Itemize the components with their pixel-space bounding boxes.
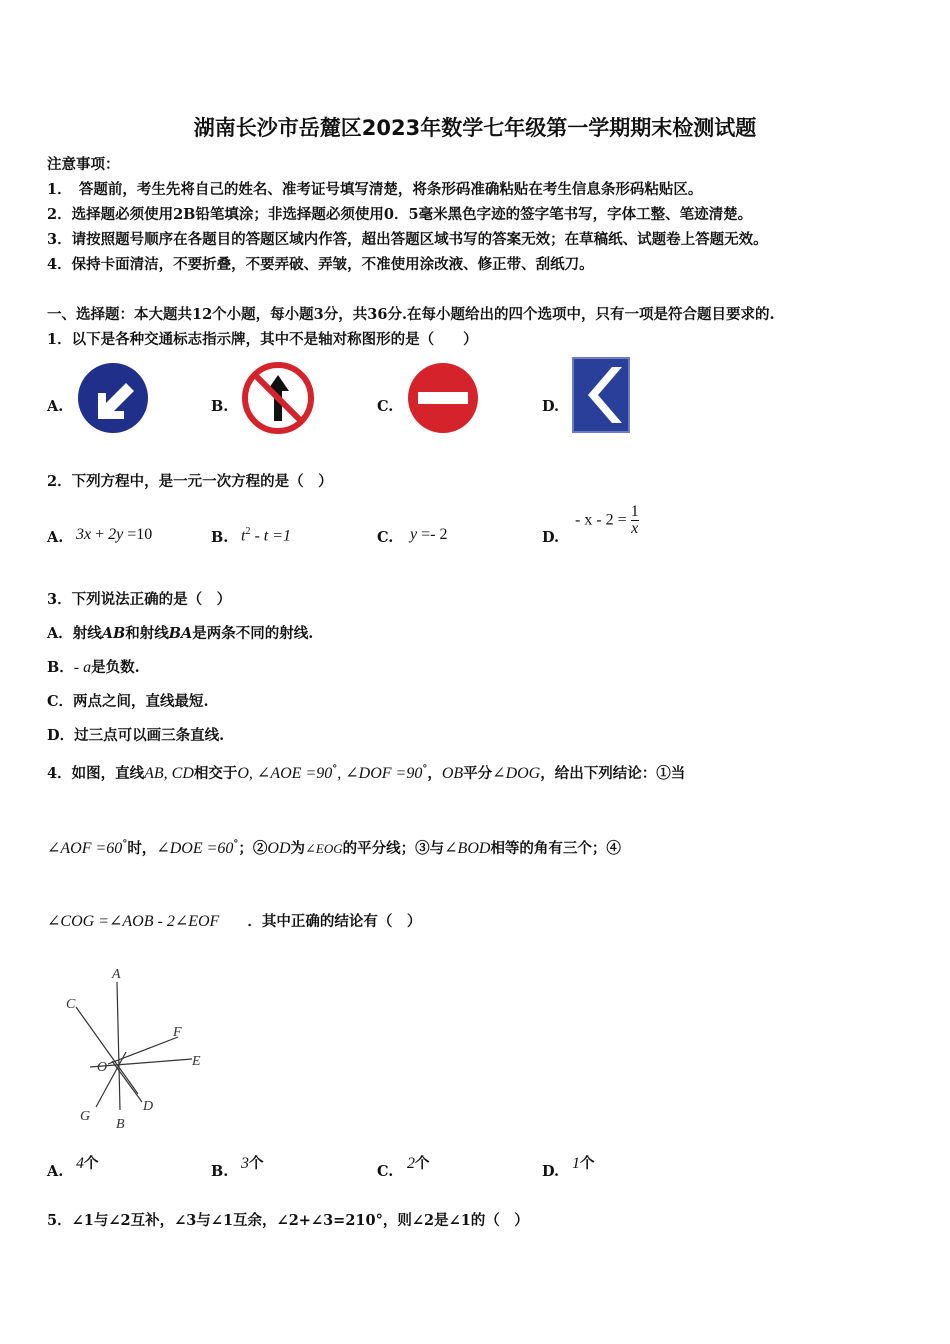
q3-option-b: B．- a是负数. xyxy=(47,659,140,676)
q4-option-b-label: B. xyxy=(211,1163,229,1180)
question-2-stem: 2．下列方程中，是一元一次方程的是（ ） xyxy=(47,473,333,490)
no-straight-ahead-sign-icon xyxy=(241,361,315,435)
no-entry-sign-icon xyxy=(406,361,480,435)
q4-option-a-value: 4个 xyxy=(76,1155,99,1172)
q1-option-c-label: C. xyxy=(377,398,394,415)
question-4-line-3: ∠COG =∠AOB - 2∠EOF ．其中正确的结论有（ ） xyxy=(47,913,422,930)
q1-option-a-label: A. xyxy=(47,398,64,415)
label-b: B xyxy=(116,1117,125,1132)
q2-option-c-equation: y =- 2 xyxy=(410,526,448,543)
label-a: A xyxy=(112,967,121,982)
chevron-left-sign-icon xyxy=(572,357,630,433)
q2-option-a-equation: 3x + 2y =10 xyxy=(76,526,153,543)
label-c: C xyxy=(66,997,76,1012)
angle-figure xyxy=(60,962,220,1137)
label-g: G xyxy=(80,1109,91,1124)
q4-option-a-label: A. xyxy=(47,1163,64,1180)
notice-heading: 注意事项： xyxy=(47,156,120,173)
q4-option-c-value: 2个 xyxy=(407,1155,430,1172)
q2-option-b-label: B. xyxy=(211,529,229,546)
keep-left-arrow-sign-icon xyxy=(76,361,150,435)
q3-option-a: A．射线AB和射线BA是两条不同的射线. xyxy=(47,625,314,642)
q4-option-b-value: 3个 xyxy=(241,1155,264,1172)
notice-item: 3．请按照题号顺序在各题目的答题区域内作答，超出答题区域书写的答案无效；在草稿纸、试题卷上答题无效。 xyxy=(47,231,768,248)
q4-option-c-label: C. xyxy=(377,1163,394,1180)
notice-item: 1． 答题前，考生先将自己的姓名、准考证号填写清楚，将条形码准确粘贴在考生信息条形码粘贴区。 xyxy=(47,181,703,198)
q2-option-b-equation: $t^2 - t =1$ xyxy=(241,526,292,545)
page-title: 湖南长沙市岳麓区2023年数学七年级第一学期期末检测试题 xyxy=(193,116,757,140)
q1-option-d-label: D. xyxy=(542,398,560,415)
question-1-stem: 1．以下是各种交通标志指示牌，其中不是轴对称图形的是（ ） xyxy=(47,331,478,348)
q4-option-d-value: 1个 xyxy=(572,1155,595,1172)
q4-option-d-label: D. xyxy=(542,1163,560,1180)
q2-option-a-label: A. xyxy=(47,529,64,546)
question-5-stem: 5．∠1与∠2互补，∠3与∠1互余，∠2+∠3=210°，则∠2是∠1的（ ） xyxy=(47,1212,529,1229)
q2-option-d-equation: - x - 2 = $\frac{1}{x}$ xyxy=(575,503,639,537)
notice-item: 2．选择题必须使用2B铅笔填涂；非选择题必须使用0．5毫米黑色字迹的签字笔书写，字体工整、笔迹清楚。 xyxy=(47,206,753,223)
question-3-stem: 3．下列说法正确的是（ ） xyxy=(47,591,232,608)
question-4-line-2: ∠AOF =60°时，∠DOE =60°；②OD为∠EOG的平分线；③与∠BOD相等的角有三个；④ xyxy=(47,839,621,857)
q1-option-b-label: B. xyxy=(211,398,229,415)
label-f: F xyxy=(173,1025,182,1040)
q3-option-c: C．两点之间，直线最短. xyxy=(47,693,209,710)
label-d: D xyxy=(143,1099,154,1114)
label-e: E xyxy=(192,1054,201,1069)
q2-option-d-label: D. xyxy=(542,529,560,546)
q2-option-c-label: C. xyxy=(377,529,394,546)
question-4-line-1: 4．如图，直线AB, CD相交于O, ∠AOE =90°, ∠DOF =90°，OB平分∠DOG，给出下列结论：①当 xyxy=(47,764,686,782)
q3-option-d: D．过三点可以画三条直线. xyxy=(47,727,225,744)
label-o: O xyxy=(97,1060,108,1075)
notice-item: 4．保持卡面清洁，不要折叠，不要弄破、弄皱，不准使用涂改液、修正带、刮纸刀。 xyxy=(47,256,594,273)
section-heading: 一、选择题：本大题共12个小题，每小题3分，共36分.在每小题给出的四个选项中，只有一项是符合题目要求的. xyxy=(47,306,775,323)
